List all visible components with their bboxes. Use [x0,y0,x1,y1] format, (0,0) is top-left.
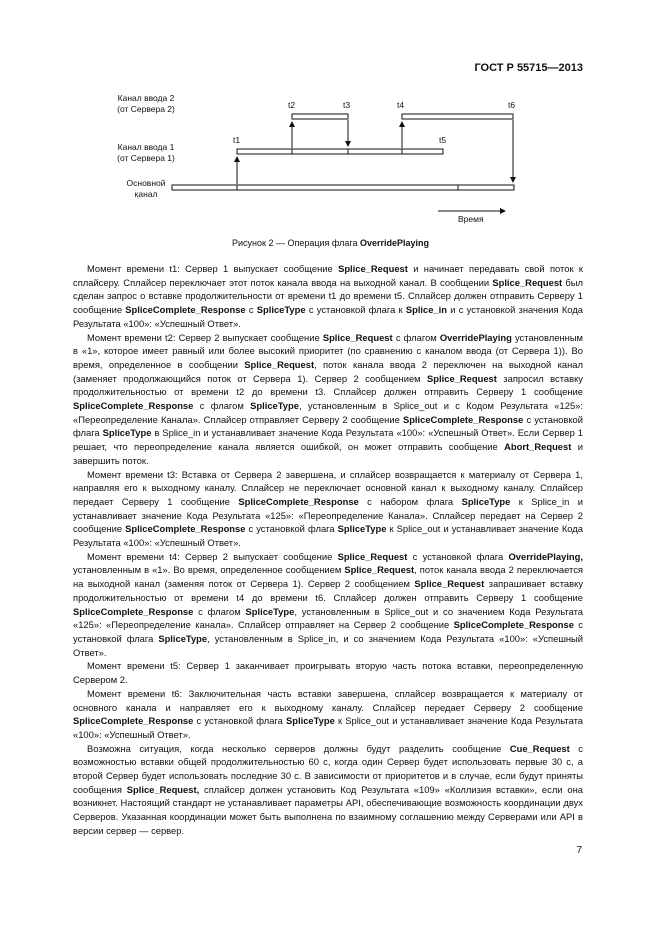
channel2-segment-t4-t6 [402,114,513,119]
main-channel-label-line2: канал [134,189,158,199]
channel2-segment-t2-t3 [292,114,348,119]
channel1-label-line1: Канал ввода 1 [117,142,175,152]
mark-t2: t2 [288,100,296,110]
override-playing-diagram [0,0,661,260]
mark-t3: t3 [343,100,351,110]
channel1-label-line2: (от Сервера 1) [117,153,175,163]
channel1-segment-t1-t5 [237,149,443,154]
paragraph: Возможна ситуация, когда несколько серверов должны будут разделить сообщение Cue_Request с возможностью вставки общей продолжительностью 60 с, когда один Сервер будет использовать первые 30 с, а второй Сервер будет использовать последние 30 с. В зависимости от приоритетов и в случае, если будут приняты сообщения Splice_Request, сплайсер должен установить Код Результата «109» «Коллизия вставки», если она возникнет. Настоящий стандарт не устанавливает параметры API, обеспечивающие возможность координации двух Серверов. Указанная координации может быть выполнена по взаимному соглашению между Серверами или API в версии сервер — сервер. [73,742,583,836]
time-axis-label: Время [458,214,484,224]
main-channel-label-line1: Основной [126,178,166,188]
mark-t4: t4 [397,100,405,110]
body-text [73,262,583,838]
mark-t5: t5 [439,135,447,145]
mark-t6: t6 [508,100,516,110]
channel2-label-line2: (от Сервера 2) [117,104,175,114]
paragraph: Момент времени t3: Вставка от Сервера 2 завершена, и сплайсер возвращается к материалу от Сервера 1, направляя его к выходному каналу. Сплайсер не переключает основной канал к выходному каналу. Сплайсер передает Серверу 1 сообщение SpliceComplete_Response с набором флага SpliceType к Splice_in и устанавливает значение Кода Результата «125»: «Переопределение Канала». Сплайсер передает на Сервер 2 сообщение SpliceComplete_Response с установкой флага SpliceType к Splice_out и устанавливает значение Кода Результата «100»: «Успешный Ответ». [73,468,583,549]
page-number: 7 [576,845,582,856]
main-channel-bar [172,185,514,190]
paragraph: Момент времени t6: Заключительная часть вставки завершена, сплайсер возвращается к материалу от основного канала и направляет его к выходному каналу. Сплайсер передает Серверу 2 сообщение SpliceComplete_Response с установкой флага SpliceType к Splice_out и устанавливает значение Кода Результата «100»: «Успешный Ответ». [73,687,583,740]
standard-number: ГОСТ Р 55715—2013 [474,62,583,74]
paragraph: Момент времени t4: Сервер 2 выпускает сообщение Splice_Request с установкой флага OverridePlaying, установленным в «1». Во время, определенное сообщением Splice_Request, поток канала ввода 2 переключается на выходной канал (заменяя поток от Сервера 1). Сервер 2 сообщением Splice_Request запрашивает вставку продолжительностью от времени t4 до времени t6. Сплайсер должен отправить Серверу 1 сообщение SpliceComplete_Response с флагом SpliceType, установленным в Splice_out и со значением Кода Результата «125»: «Переопределение канала». Сплайсер отправляет на Сервер 2 сообщение SpliceComplete_Response с установкой флага SpliceType, установленным в Splice_in, и со значением Кода Результата «100»: «Успешный Ответ». [73,550,584,658]
figure-caption: Рисунок 2 — Операция флага OverridePlaying [232,238,429,248]
paragraph: Момент времени t5: Сервер 1 заканчивает проигрывать вторую часть потока вставки, переопределенную Сервером 2. [73,660,583,686]
paragraph: Момент времени t2: Сервер 2 выпускает сообщение Splice_Request с флагом OverridePlaying установленным в «1», которое имеет равный или более высокий приоритет (по сравнению с каналом ввода (от Сервера 1)). Во время, определенное в сообщении Splice_Request, поток канала ввода 2 переключен на выходной канал (заменяет продолжающийся поток от Сервера 1). Сервер 2 сообщением Splice_Request запросил вставку продолжительностью от времени t2 до времени t3. Сплайсер должен отправить Серверу 1 сообщение SpliceComplete_Response с флагом SpliceType, установленным в Splice_out и с Кодом Результата «125»: «Переопределение Канала». Сплайсер отправляет Серверу 2 сообщение SpliceComplete_Response с установкой флага SpliceType в Splice_in и устанавливает значение Кода Результата «100»: «Успешный Ответ». Если Сервер 1 решает, что переопределение канала является ошибкой, он может отправить сообщение Abort_Request и завершить поток. [73,331,584,466]
mark-t1: t1 [233,135,241,145]
channel2-label-line1: Канал ввода 2 [117,93,175,103]
paragraph: Момент времени t1: Сервер 1 выпускает сообщение Splice_Request и начинает передавать свой поток к сплайсеру. Сплайсер переключает этот поток канала ввода на выходной канал. В сообщении Splice_Request был сделан запрос о вставке продолжительности от времени t1 до времени t5. Сплайсер должен отправить Серверу 1 сообщение SpliceComplete_Response с SpliceType с установкой флага к Splice_in и с установкой значения Кода Результата «100»: «Успешный Ответ». [73,263,584,329]
